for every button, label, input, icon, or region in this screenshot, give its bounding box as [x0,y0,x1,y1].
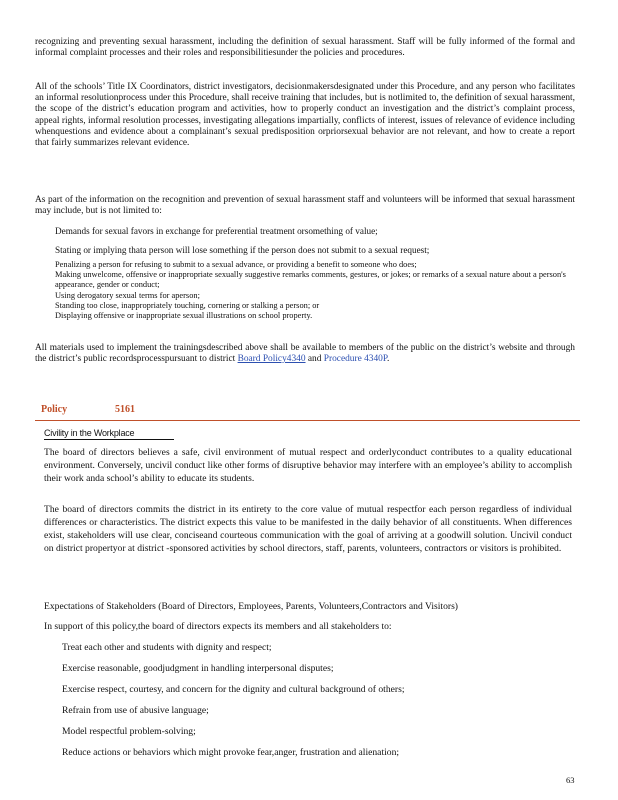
civility-paragraph-1: The board of directors believes a safe, civil environment of mutual respect and orderlyconduct contributes to a quality educational environment. Conversely, uncivil conduct like other forms of disruptive behavior may interfere with an employee’s ability to accomplish their work anda school’s ability to educate its students. [44,447,572,484]
policy-header [35,400,580,421]
page-number: 63 [566,775,575,785]
list-item: Reduce actions or behaviors which might provoke fear,anger, frustration and alienation; [44,746,574,767]
bullet-glyph [44,641,62,662]
list-item: Standing too close, inappropriately touching, cornering or stalking a person; or [35,301,580,311]
expectations-heading: Expectations of Stakeholders (Board of Directors, Employees, Parents, Volunteers,Contractors and Visitors) [44,601,459,612]
policy-label: Policy [41,404,68,415]
list-item: Exercise respect, courtesy, and concern for the dignity and cultural background of others; [44,683,574,704]
list-item: Exercise reasonable, goodjudgment in handling interpersonal disputes; [44,662,574,683]
list-item: Displaying offensive or inappropriate sexual illustrations on school property. [35,311,580,321]
list-item: Stating or implying thata person will lose something if the person does not submit to a sexual request; [35,245,580,258]
support-line: In support of this policy,the board of directors expects its members and all stakeholders to: [44,621,392,632]
list-item: Penalizing a person for refusing to submit to a sexual advance, or providing a benefit to someone who does; [35,260,580,270]
bullet-glyph [35,311,55,321]
list-item: Demands for sexual favors in exchange for preferential treatment orsomething of value; [35,226,580,245]
stakeholder-expectations-list [44,641,574,767]
list-item: Using derogatory sexual terms for aperson; [35,291,580,301]
bullet-glyph [44,662,62,683]
list-item: Making unwelcome, offensive or inappropriate sexually suggestive remarks comments, gestures, or jokes; or remarks of a sexual nature about a person's appearance, gender or conduct; [35,270,580,290]
board-policy-link[interactable]: Board Policy4340 [237,354,306,365]
bullet-glyph [35,260,55,270]
bullet-glyph [44,683,62,704]
list-item: Model respectful problem-solving; [44,725,574,746]
bullet-glyph [35,301,55,311]
bullet-glyph [35,226,55,245]
bullet-glyph [35,291,55,301]
information-paragraph: As part of the information on the recognition and prevention of sexual harassment staff and volunteers will be informed that sexual harassment may include, but is not limited to: [35,195,575,217]
policy-number: 5161 [115,404,135,415]
bullet-glyph [44,704,62,725]
intro-paragraph: recognizing and preventing sexual harassment, including the definition of sexual harassment. Staff will be fully informed of the formal and informal complaint processes and their roles and responsibilitiesunder the policies and procedures. [35,37,575,59]
civility-paragraph-2: The board of directors commits the district in its entirety to the core value of mutual respectfor each person regardless of individual differences or characteristics. The district expects this value to be manifested in the daily behavior of all constituents. When differences exist, stakeholders will use clear, conciseand courteous communication with the goal of arriving at a goodwill solution. Uncivil conduct on district propertyor at district -sponsored activities by school directors, staff, parents, volunteers, contractors or visitors is prohibited. [44,504,572,554]
bullet-glyph [35,270,55,290]
materials-paragraph: All materials used to implement the trainingsdescribed above shall be available to members of the public on the district’s website and through the district’s public recordsprocesspursuant to district Board Policy4340 and Procedure 4340P. [35,343,575,365]
procedure-link[interactable]: Procedure 4340P [323,354,388,365]
bullet-glyph [35,245,55,258]
harassment-examples-list [35,226,580,258]
bullet-glyph [44,725,62,746]
title-ix-training-paragraph: All of the schools’ Title IX Coordinators, district investigators, decisionmakersdesignated under this Procedure, and any person who facilitates an informal resolutionprocess under this Procedure, shall receive training that includes, but is notlimited to, the definition of sexual harassment, the scope of the district’s education program and activities, how to properly conduct an investigation and the district’s complaint process, appeal rights, informal resolution processes, investigating allegations impartially, conflicts of interest, issues of relevance of evidence including whenquestions and evidence about a complainant’s sexual predisposition orpriorsexual behavior are not relevant, and how to create a report that fairly summarizes relevant evidence. [35,82,575,149]
harassment-examples-list-continued [35,260,580,321]
section-title: Civility in the Workplace [44,428,174,440]
list-item: Refrain from use of abusive language; [44,704,574,725]
list-item: Treat each other and students with dignity and respect; [44,641,574,662]
bullet-glyph [44,746,62,767]
